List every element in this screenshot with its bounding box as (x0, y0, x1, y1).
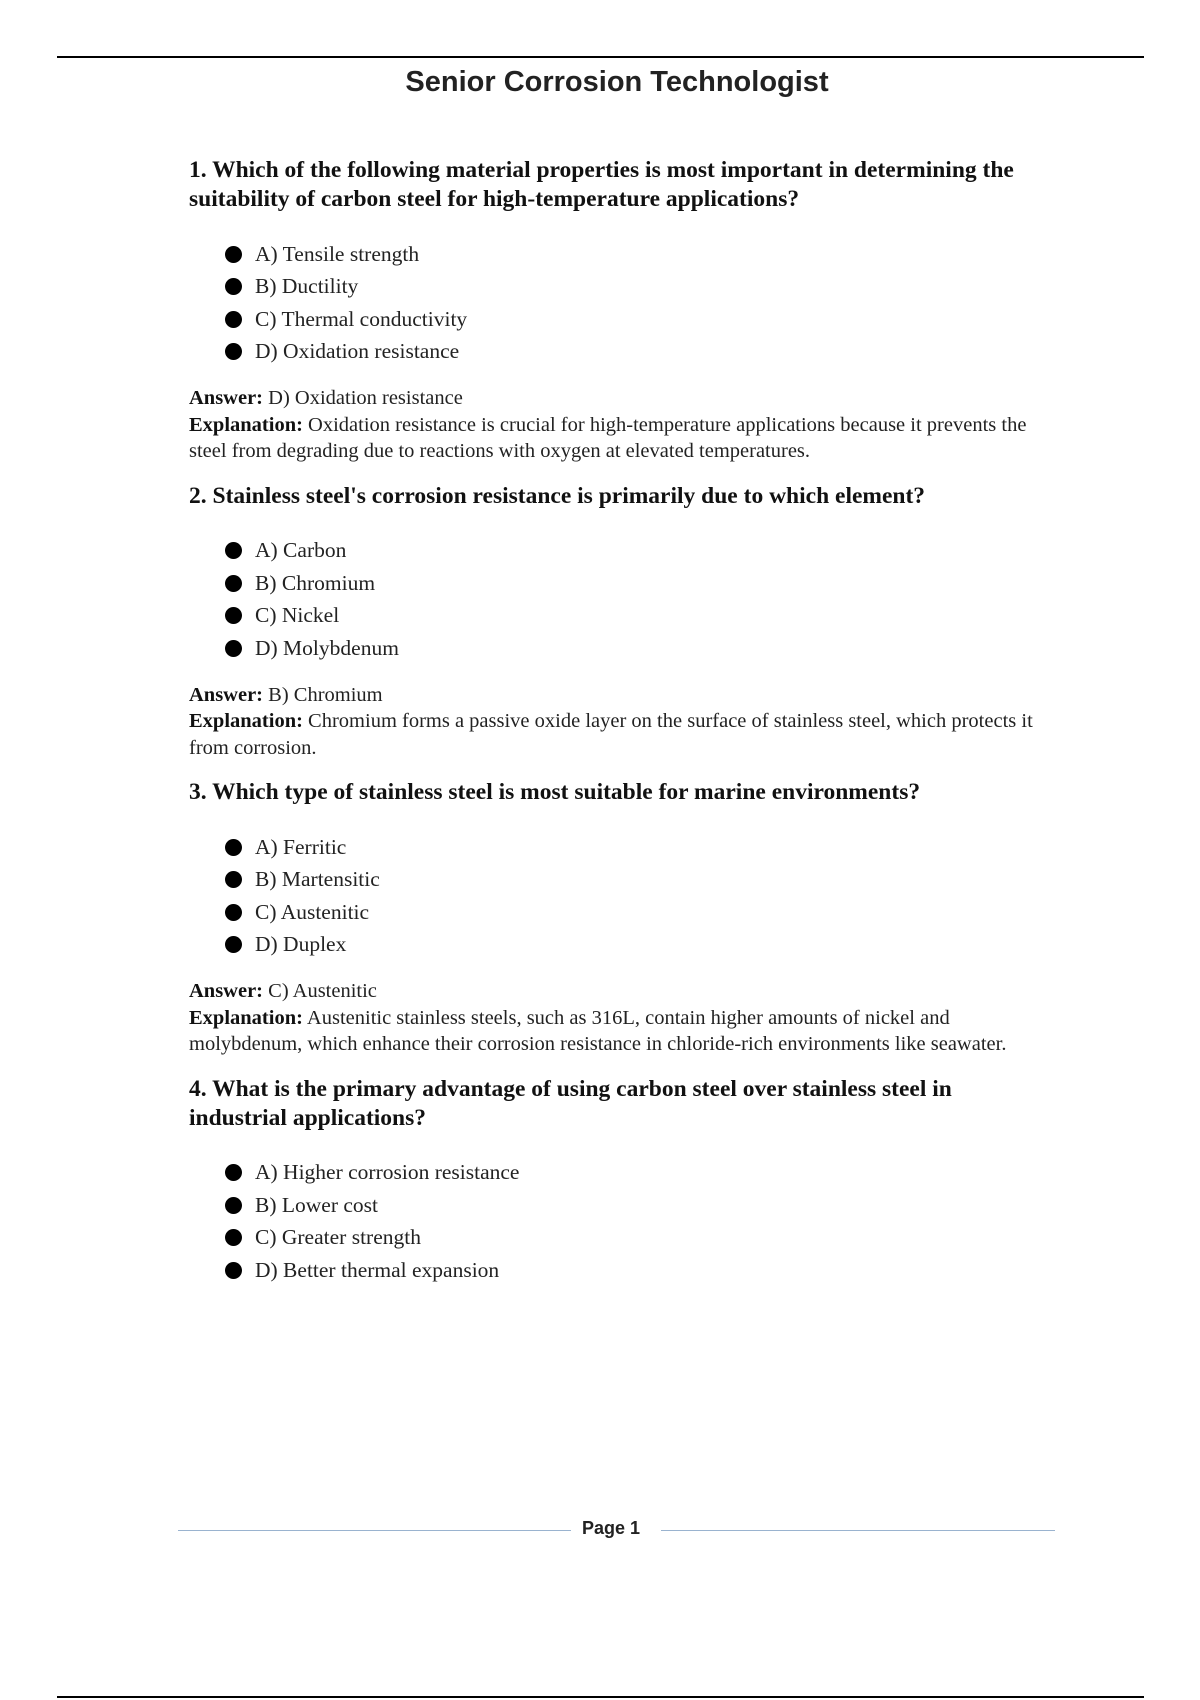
option-label: D) Oxidation resistance (255, 339, 460, 364)
option-label: D) Molybdenum (255, 635, 399, 660)
explanation-text: Oxidation resistance is crucial for high-temperature applications because it prevents the steel from degrading due to reactions with oxygen at elevated temperatures. (189, 413, 1027, 462)
answer-block (189, 978, 1049, 1058)
explanation-text: Austenitic stainless steels, such as 316L, contain higher amounts of nickel and molybdenum, which enhance their corrosion resistance in chloride-rich environments like seawater. (189, 1006, 1007, 1055)
option-item (189, 1189, 1049, 1222)
option-list (189, 238, 1049, 368)
bullet-icon (225, 871, 242, 888)
footer-divider-right (661, 1530, 1055, 1531)
question-2 (189, 482, 1049, 762)
option-item (189, 303, 1049, 336)
question-4 (189, 1075, 1049, 1287)
option-item (189, 1157, 1049, 1190)
bullet-icon (225, 246, 242, 263)
explanation-label: Explanation: (189, 413, 303, 436)
bullet-icon (225, 839, 242, 856)
option-label: A) Higher corrosion resistance (255, 1160, 520, 1185)
bullet-icon (225, 575, 242, 592)
bullet-icon (225, 278, 242, 295)
answer-value: B) Chromium (268, 683, 383, 706)
option-label: B) Ductility (255, 274, 359, 299)
option-item (189, 632, 1049, 665)
question-text: 2. Stainless steel's corrosion resistance is primarily due to which element? (189, 482, 926, 509)
option-label: C) Austenitic (255, 899, 370, 924)
explanation-line (189, 1005, 1049, 1058)
explanation-text: Chromium forms a passive oxide layer on the surface of stainless steel, which protects it from corrosion. (189, 710, 1033, 759)
option-list (189, 1157, 1049, 1287)
option-label: A) Tensile strength (255, 241, 420, 266)
answer-value: D) Oxidation resistance (268, 387, 463, 409)
option-label: A) Carbon (255, 538, 347, 563)
bullet-icon (225, 936, 242, 953)
answer-line (189, 978, 1049, 1005)
option-item (189, 831, 1049, 864)
option-label: D) Better thermal expansion (255, 1257, 500, 1282)
footer-divider-left (178, 1530, 571, 1531)
option-item (189, 336, 1049, 369)
bullet-icon (225, 542, 242, 559)
answer-label: Answer: (189, 980, 264, 1002)
question-text: 3. Which type of stainless steel is most suitable for marine environments? (189, 779, 921, 805)
question-text: 4. What is the primary advantage of using carbon steel over stainless steel in industrial applications? (189, 1075, 952, 1131)
bullet-icon (225, 1164, 242, 1181)
page-footer (178, 1518, 1055, 1548)
page-number: Page 1 (582, 1518, 641, 1538)
option-item (189, 896, 1049, 929)
bullet-icon (225, 607, 242, 624)
answer-block (189, 385, 1049, 465)
explanation-line (189, 412, 1049, 465)
bullet-icon (225, 640, 242, 657)
bullet-icon (225, 904, 242, 921)
option-item (189, 864, 1049, 897)
document-body (189, 156, 1049, 1287)
option-label: D) Duplex (255, 932, 347, 957)
option-label: C) Greater strength (255, 1225, 421, 1250)
option-label: B) Chromium (255, 570, 376, 595)
option-item (189, 600, 1049, 633)
option-item (189, 238, 1049, 271)
answer-label: Answer: (189, 387, 264, 409)
option-item (189, 271, 1049, 304)
answer-block (189, 682, 1049, 762)
option-item (189, 567, 1049, 600)
answer-line (189, 385, 1049, 412)
answer-line (189, 682, 1049, 709)
question-3 (189, 778, 1049, 1058)
option-label: B) Lower cost (255, 1192, 378, 1217)
option-label: C) Nickel (255, 603, 340, 628)
explanation-line (189, 708, 1049, 761)
question-text: 1. Which of the following material properties is most important in determining the suitability of carbon steel for high-temperature applications? (189, 157, 1014, 212)
option-label: C) Thermal conductivity (255, 306, 468, 331)
option-list (189, 831, 1049, 961)
bullet-icon (225, 1262, 242, 1279)
option-list (189, 535, 1049, 665)
question-1 (189, 156, 1049, 465)
explanation-label: Explanation: (189, 710, 303, 732)
option-item (189, 929, 1049, 962)
answer-value: C) Austenitic (268, 980, 377, 1002)
option-item (189, 1254, 1049, 1287)
document-title: Senior Corrosion Technologist (405, 66, 829, 98)
option-label: B) Martensitic (255, 867, 380, 892)
explanation-label: Explanation: (189, 1006, 303, 1029)
option-item (189, 1222, 1049, 1255)
bullet-icon (225, 311, 242, 328)
bullet-icon (225, 343, 242, 360)
bullet-icon (225, 1197, 242, 1214)
top-rule (57, 56, 1144, 58)
option-item (189, 535, 1049, 568)
bullet-icon (225, 1229, 242, 1246)
option-label: A) Ferritic (255, 834, 347, 859)
answer-label: Answer: (189, 683, 264, 706)
bottom-rule (57, 1696, 1144, 1698)
